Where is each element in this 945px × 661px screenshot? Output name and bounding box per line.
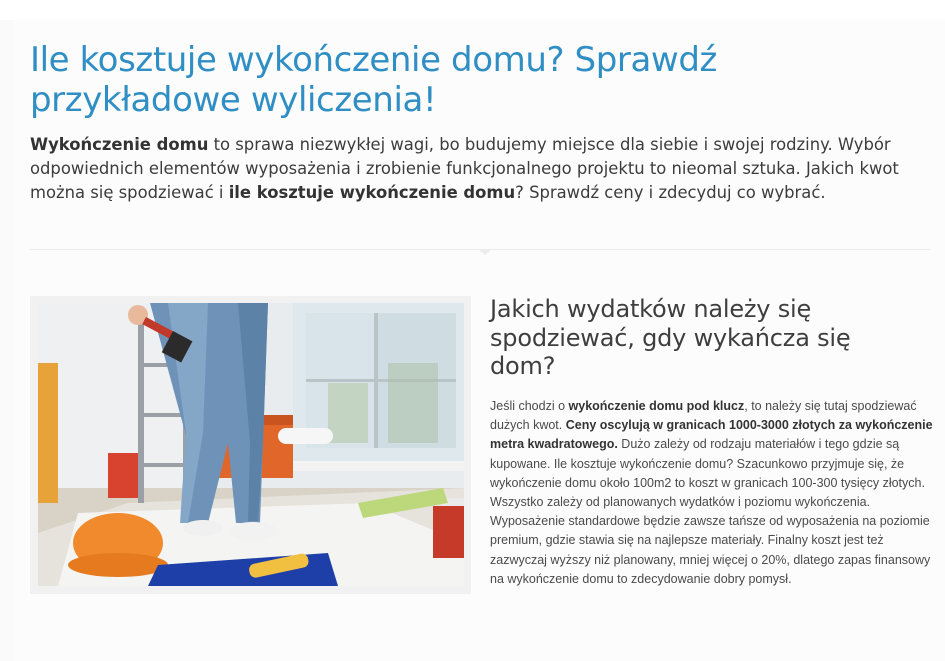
intro-text-1: to sprawa niezwykłej wagi, bo budujemy miejsce dla siebie i swojej rodziny. Wybór odpowiednich elementów wyposażenia i zrobienie funkcjonalnego projektu to nieomal sztuka. Jakich kwot można się spodziewać i [30, 135, 899, 203]
body-bold-1: wykończenie domu pod klucz [568, 399, 745, 413]
body-text-1: Jeśli chodzi o [490, 399, 569, 413]
body-text-2: , to należy się tutaj spodziewać dużych kwot. [490, 399, 917, 433]
top-band [0, 0, 945, 20]
intro-paragraph [30, 133, 920, 206]
renovation-photo [38, 303, 464, 586]
section-heading: Jakich wydatków należy się spodziewać, gdy wykańcza się dom? [490, 295, 851, 380]
intro-text-2: ? Sprawdź ceny i zdecyduj co wybrać. [515, 183, 826, 203]
intro-bold-1: Wykończenie domu [30, 135, 209, 154]
page-title: Ile kosztuje wykończenie domu? Sprawdź przykładowe wyliczenia! [30, 40, 717, 120]
body-bold-2: Ceny oscylują w granicach 1000-3000 złotych za wykończenie metra kwadratowego. [490, 418, 933, 452]
section-body [490, 397, 935, 589]
body-text-3: Dużo zależy od rodzaju materiałów i tego gdzie są kupowane. Ile kosztuje wykończenie domu? Szacunkowo przyjmuje się, że wykończenie domu około 100m2 to koszt w granicach 100-300 tysięcy złotych. Wszystko zależy od planowanych wydatków i poziomu wykończenia. Wyposażenie standardowe będzie zawsze tańsze od wyposażenia na poziomie premium, gdzie stawia się na najlepsze materiały. Finalny koszt jest też zazwyczaj wyższy niż planowany, mniej więcej o 20%, dlatego zapas finansowy na wykończenie domu to zdecydowanie dobry pomysł. [490, 437, 931, 586]
intro-bold-2: ile kosztuje wykończenie domu [228, 183, 516, 203]
divider-notch [478, 249, 492, 255]
